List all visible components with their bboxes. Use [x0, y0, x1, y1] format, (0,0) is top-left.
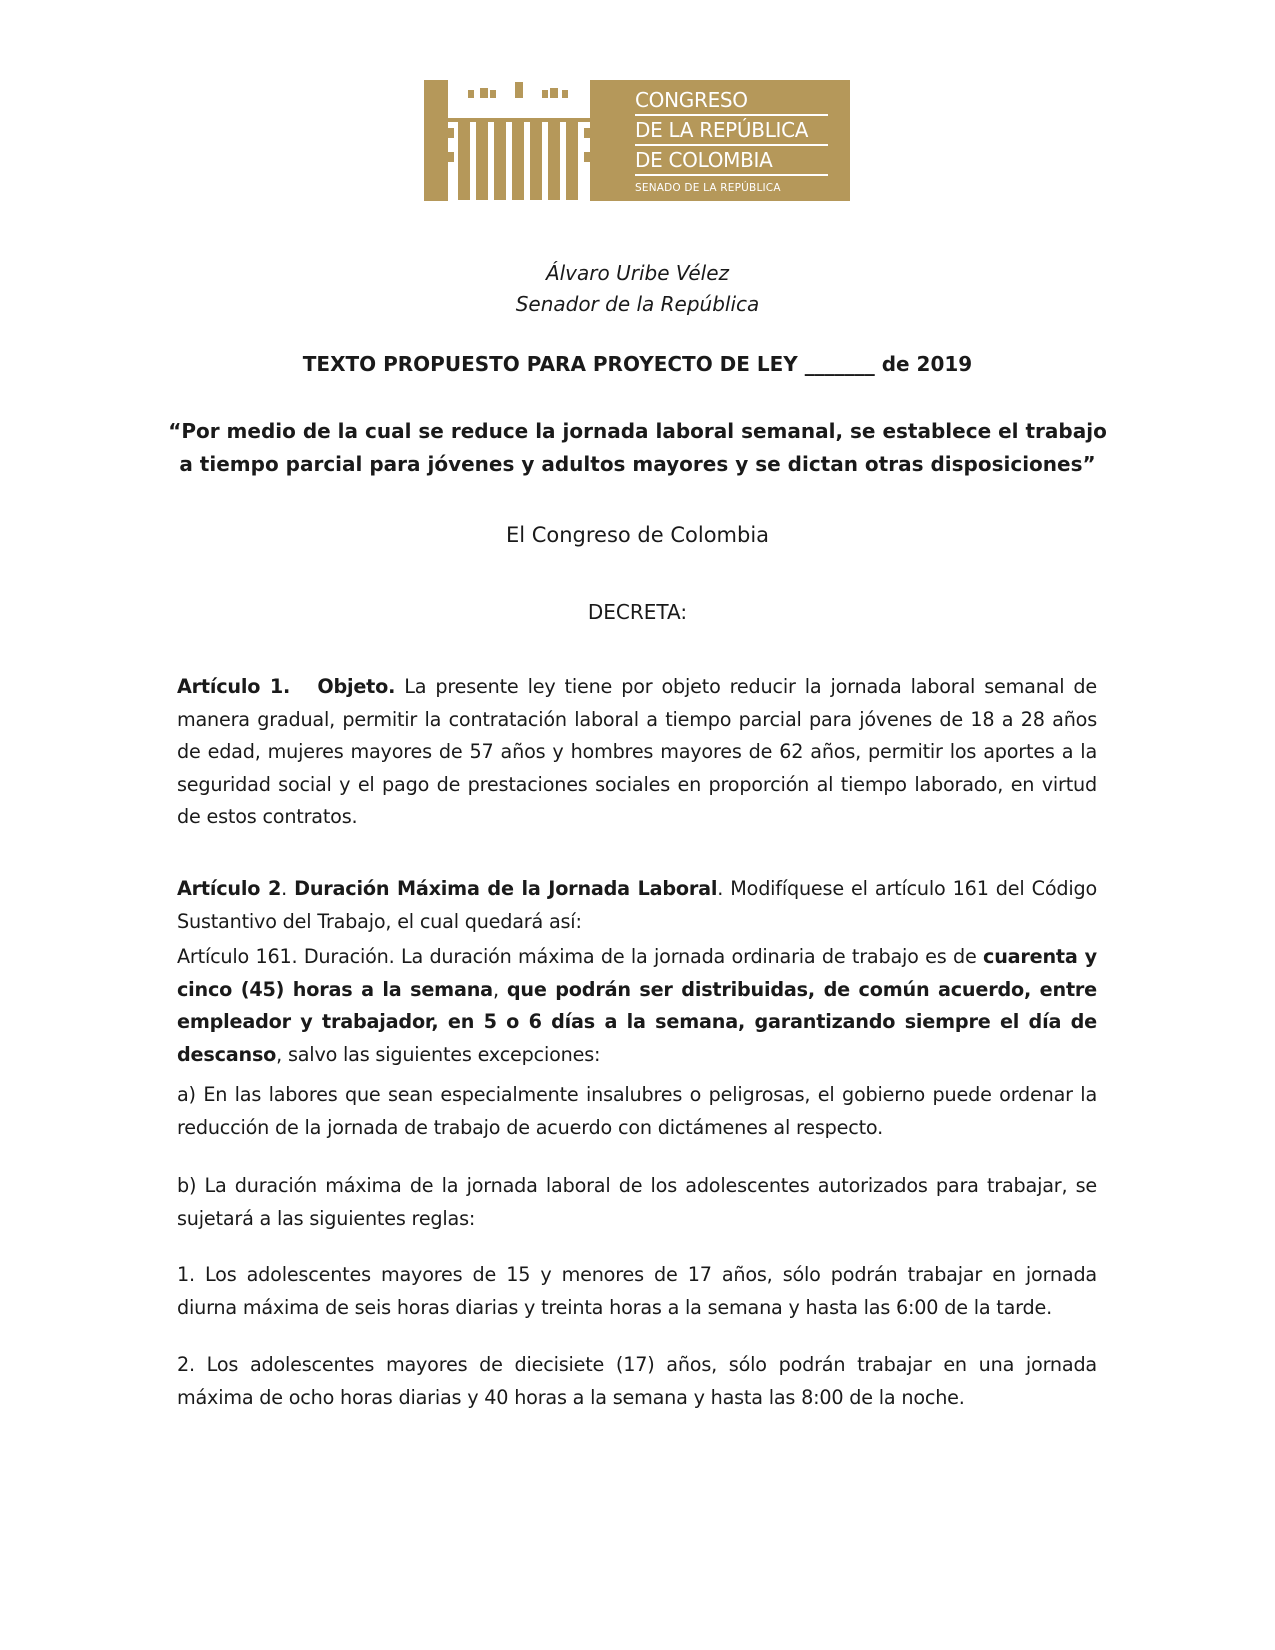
exception-b: b) La duración máxima de la jornada laboral de los adolescentes autorizados para trabajar, se sujetará a las siguientes reglas:: [177, 1174, 1097, 1230]
capitol-emblem-icon: [424, 80, 614, 201]
decreta-heading: DECRETA:: [587, 600, 688, 624]
bill-subtitle-line: a tiempo parcial para jóvenes y adultos mayores y se dictan otras disposiciones”: [179, 452, 1096, 476]
logo-rule: [635, 174, 828, 176]
article-161-text: Artículo 161. Duración. La duración máxima de la jornada ordinaria de trabajo es de cuarenta y cinco (45) horas a la semana, que podrán ser distribuidas, de común acuerdo, entre empleador y trabajador, en 5 o 6 días a la semana, garantizando siempre el día de descanso, salvo las siguientes excepciones:: [177, 945, 1097, 1066]
article-1-label: Artículo 1.: [177, 675, 291, 698]
bill-title: TEXTO PROPUESTO PARA PROYECTO DE LEY _______ de 2019: [302, 352, 973, 376]
article-2-text: . Modifíquese el artículo 161 del Código Sustantivo del Trabajo, el cual quedará así:: [177, 877, 1097, 933]
logo-line-1: CONGRESO: [635, 88, 748, 112]
logo-line-4: SENADO DE LA REPÚBLICA: [635, 182, 781, 194]
article-2-label: Artículo 2: [177, 877, 282, 900]
author-position: Senador de la República: [515, 292, 760, 316]
article-1: [177, 671, 1097, 834]
article-2-heading: Duración Máxima de la Jornada Laboral: [294, 877, 718, 900]
author-name: Álvaro Uribe Vélez: [545, 261, 730, 285]
rule-2: 2. Los adolescentes mayores de diecisiete (17) años, sólo podrán trabajar en una jornada máxima de ocho horas diarias y 40 horas a la semana y hasta las 8:00 de la noche.: [177, 1353, 1097, 1409]
logo-line-3: DE COLOMBIA: [635, 148, 773, 172]
article-1-heading: Objeto.: [317, 675, 396, 698]
logo-line-2: DE LA REPÚBLICA: [635, 118, 809, 142]
author-block: [0, 258, 1275, 320]
enacting-clause: El Congreso de Colombia: [505, 523, 770, 547]
logo-wordmark: [635, 86, 840, 195]
rule-1: 1. Los adolescentes mayores de 15 y menores de 17 años, sólo podrán trabajar en jornada diurna máxima de seis horas diarias y treinta horas a la semana y hasta las 6:00 de la tarde.: [177, 1263, 1097, 1319]
exception-a: a) En las labores que sean especialmente insalubres o peligrosas, el gobierno puede ordenar la reducción de la jornada de trabajo de acuerdo con dictámenes al respecto.: [177, 1083, 1097, 1139]
article-2: Artículo 2. Duración Máxima de la Jornada Laboral. Modifíquese el artículo 161 del Código Sustantivo del Trabajo, el cual quedará así:: [177, 877, 1097, 933]
bill-subtitle-line: “Por medio de la cual se reduce la jornada laboral semanal, se establece el trabajo: [168, 419, 1107, 443]
congress-logo: [424, 80, 850, 201]
article-1-text: La presente ley tiene por objeto reducir la jornada laboral semanal de manera gradual, permitir la contratación laboral a tiempo parcial para jóvenes de 18 a 28 años de edad, mujeres mayores de 57 años y hombres mayores de 62 años, permitir los aportes a la seguridad social y el pago de prestaciones sociales en proporción al tiempo laborado, en virtud de estos contratos.: [177, 675, 1097, 828]
bill-subtitle: [0, 415, 1275, 481]
